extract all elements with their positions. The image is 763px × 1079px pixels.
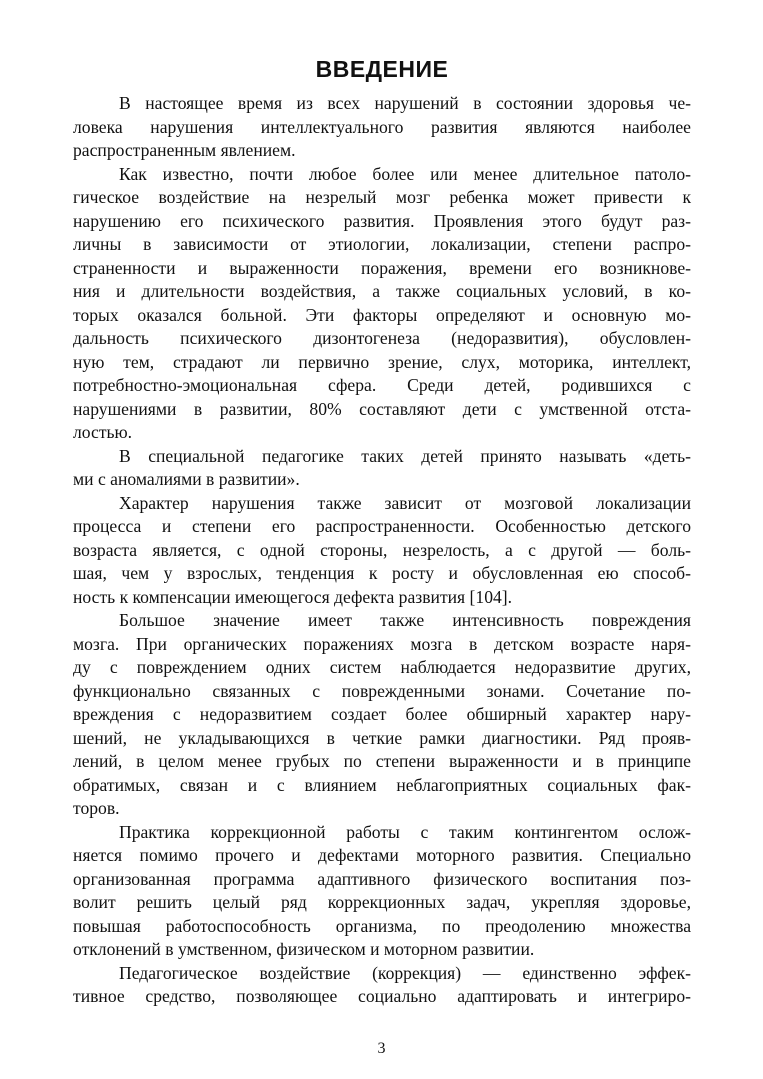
text-line: Педагогическое воздействие (коррекция) — единственно эффек- — [119, 962, 691, 983]
text-line: нарушению его психического развития. Проявления этого будут раз- — [73, 210, 691, 231]
page-number: 3 — [377, 1040, 386, 1057]
text-line: нарушениями в развитии, 80% составляют дети с умственной отста- — [73, 398, 691, 419]
paragraph — [73, 962, 691, 1009]
text-line: организованная программа адаптивного физического воспитания поз- — [73, 868, 691, 889]
text-line: личны в зависимости от этиологии, локализации, степени распро- — [73, 234, 691, 254]
paragraph — [73, 163, 691, 445]
text-line: лений, в целом менее грубых по степени выраженности и в принципе — [73, 751, 691, 771]
text-line: волит решить целый ряд коррекционных задач, укрепляя здоровье, — [73, 892, 691, 912]
paragraph — [73, 609, 691, 821]
text-line: дальность психического дизонтогенеза (недоразвития), обусловлен- — [73, 328, 691, 348]
text-line: потребностно-эмоциональная сфера. Среди детей, родившихся с — [73, 375, 691, 395]
text-line: обратимых, связан и с влиянием неблагоприятных социальных фак- — [73, 774, 691, 795]
text-line: Как известно, почти любое более или менее длительное патоло- — [119, 163, 691, 184]
text-line: процесса и степени его распространенности. Особенностью детского — [73, 516, 691, 536]
text-line: тивное средство, позволяющее социально адаптировать и интегриро- — [73, 986, 691, 1006]
text-line: страненности и выраженности поражения, времени его возникнове- — [73, 257, 691, 278]
text-line: торов. — [73, 798, 120, 818]
text-line: функционально связанных с поврежденными зонами. Сочетание по- — [73, 680, 691, 701]
text-line: ми с аномалиями в развитии». — [73, 469, 300, 489]
paragraph — [73, 821, 691, 962]
document-page — [73, 52, 691, 1009]
text-line: няется помимо прочего и дефектами моторного развития. Специально — [73, 845, 691, 865]
paragraph — [73, 92, 691, 163]
body-text — [73, 92, 691, 1009]
text-line: В специальной педагогике таких детей принято называть «деть- — [119, 445, 691, 466]
text-line: распространенным явлением. — [73, 140, 296, 160]
text-line: вреждения с недоразвитием создает более обширный характер нару- — [73, 704, 691, 724]
text-line: отклонений в умственном, физическом и моторном развитии. — [73, 939, 535, 959]
text-line: шений, не укладывающихся в четкие рамки диагностики. Ряд прояв- — [73, 727, 691, 748]
text-line: В настоящее время из всех нарушений в состоянии здоровья че- — [119, 93, 691, 113]
text-line: возраста является, с одной стороны, незрелость, а с другой — боль- — [73, 539, 691, 560]
text-line: шая, чем у взрослых, тенденция к росту и обусловленная ею способ- — [73, 563, 691, 583]
text-line: гическое воздействие на незрелый мозг ребенка может привести к — [73, 187, 691, 207]
text-line: ную тем, страдают ли первично зрение, слух, моторика, интеллект, — [73, 351, 691, 372]
paragraph — [73, 445, 691, 492]
page-title: ВВЕДЕНИЕ — [315, 56, 449, 82]
text-line: Большое значение имеет также интенсивность повреждения — [119, 610, 691, 630]
text-line: повышая работоспособность организма, по преодолению множества — [73, 915, 691, 936]
text-line: торых оказался больной. Эти факторы определяют и основную мо- — [73, 304, 691, 325]
text-line: ность к компенсации имеющегося дефекта развития [104]. — [73, 586, 513, 607]
text-line: лостью. — [73, 422, 133, 442]
text-line: Характер нарушения также зависит от мозговой локализации — [119, 492, 691, 513]
text-line: Практика коррекционной работы с таким контингентом ослож- — [119, 821, 691, 842]
paragraph — [73, 492, 691, 610]
text-line: ния и длительности воздействия, а также социальных условий, в ко- — [73, 281, 691, 301]
text-line: мозга. При органических поражениях мозга в детском возрасте наря- — [73, 633, 691, 654]
text-line: ду с повреждением одних систем наблюдается недоразвитие других, — [73, 657, 691, 677]
text-line: ловека нарушения интеллектуального развития являются наиболее — [73, 116, 691, 137]
